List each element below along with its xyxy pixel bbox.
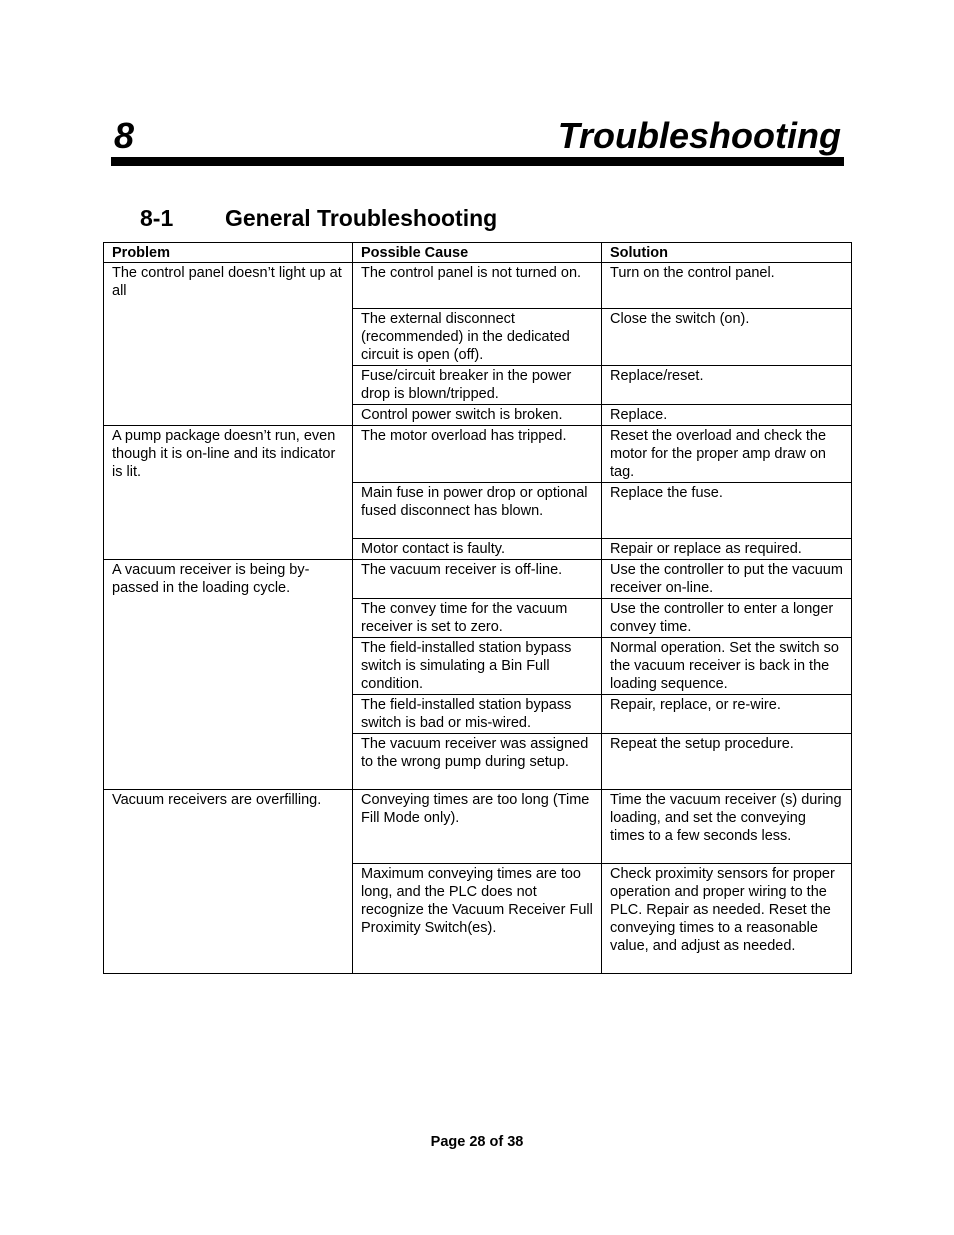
cause-cell: The field-installed station bypass switch is bad or mis-wired. — [353, 695, 602, 734]
cause-cell: Motor contact is faulty. — [353, 539, 602, 560]
problem-cell: A vacuum receiver is being by-passed in the loading cycle. — [104, 560, 353, 790]
section-title: General Troubleshooting — [225, 205, 498, 231]
problem-cell: Vacuum receivers are overfilling. — [104, 790, 353, 974]
solution-cell: Replace/reset. — [602, 366, 852, 405]
chapter-number: 8 — [114, 115, 135, 156]
chapter-heading — [111, 112, 843, 158]
solution-cell: Use the controller to put the vacuum receiver on-line. — [602, 560, 852, 599]
cause-cell: Conveying times are too long (Time Fill Mode only). — [353, 790, 602, 864]
solution-cell: Reset the overload and check the motor for the proper amp draw on tag. — [602, 426, 852, 483]
cause-cell: The motor overload has tripped. — [353, 426, 602, 483]
solution-cell: Repair or replace as required. — [602, 539, 852, 560]
cause-cell: The control panel is not turned on. — [353, 263, 602, 309]
cause-cell: The vacuum receiver was assigned to the wrong pump during setup. — [353, 734, 602, 790]
header-problem: Problem — [104, 243, 353, 263]
troubleshooting-table — [103, 242, 852, 974]
solution-cell: Check proximity sensors for proper operation and proper wiring to the PLC. Repair as needed. Reset the conveying times to a reasonable value, and adjust as needed. — [602, 864, 852, 974]
cause-cell: The vacuum receiver is off-line. — [353, 560, 602, 599]
section-number: 8-1 — [140, 205, 174, 231]
cause-cell: The external disconnect (recommended) in the dedicated circuit is open (off). — [353, 309, 602, 366]
cause-cell: Fuse/circuit breaker in the power drop is blown/tripped. — [353, 366, 602, 405]
solution-cell: Repeat the setup procedure. — [602, 734, 852, 790]
solution-cell: Normal operation. Set the switch so the vacuum receiver is back in the loading sequence. — [602, 638, 852, 695]
chapter-title: Troubleshooting — [557, 115, 841, 156]
header-possible-cause: Possible Cause — [353, 243, 602, 263]
solution-cell: Use the controller to enter a longer convey time. — [602, 599, 852, 638]
cause-cell: Control power switch is broken. — [353, 405, 602, 426]
cause-cell: The field-installed station bypass switch is simulating a Bin Full condition. — [353, 638, 602, 695]
cause-cell: Maximum conveying times are too long, and the PLC does not recognize the Vacuum Receiver Full Proximity Switch(es). — [353, 864, 602, 974]
solution-cell: Replace the fuse. — [602, 483, 852, 539]
table-row — [104, 263, 852, 309]
table-row — [104, 560, 852, 599]
problem-cell: A pump package doesn’t run, even though it is on-line and its indicator is lit. — [104, 426, 353, 560]
page-footer: Page 28 of 38 — [430, 1134, 524, 1150]
solution-cell: Replace. — [602, 405, 852, 426]
solution-cell: Close the switch (on). — [602, 309, 852, 366]
solution-cell: Turn on the control panel. — [602, 263, 852, 309]
cause-cell: The convey time for the vacuum receiver is set to zero. — [353, 599, 602, 638]
problem-cell: The control panel doesn’t light up at all — [104, 263, 353, 426]
solution-cell: Time the vacuum receiver (s) during loading, and set the conveying times to a few seconds less. — [602, 790, 852, 864]
table-header-row — [104, 243, 852, 263]
chapter-rule — [111, 157, 844, 166]
table-row — [104, 426, 852, 483]
section-heading — [140, 202, 497, 234]
header-solution: Solution — [602, 243, 852, 263]
table-row — [104, 790, 852, 864]
cause-cell: Main fuse in power drop or optional fused disconnect has blown. — [353, 483, 602, 539]
solution-cell: Repair, replace, or re-wire. — [602, 695, 852, 734]
